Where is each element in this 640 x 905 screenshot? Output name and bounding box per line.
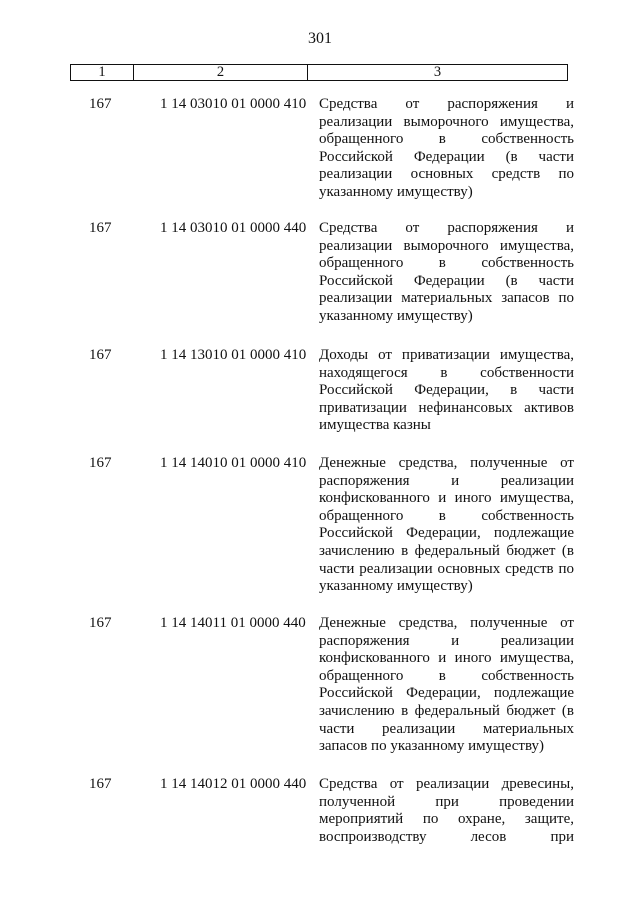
budget-classification-code: 1 14 13010 01 0000 410 <box>160 347 307 363</box>
description-line: Денежные средства, полученные от <box>319 615 574 631</box>
description-line: указанному имуществу) <box>319 183 473 200</box>
description-line: реализации выморочного имущества, <box>319 237 574 254</box>
admin-code: 167 <box>89 347 112 363</box>
table-header <box>70 64 568 81</box>
description-line: реализации материальных запасов по <box>319 290 574 307</box>
admin-code: 167 <box>89 455 112 471</box>
revenue-description <box>319 220 574 326</box>
description-line: Российской Федерации (в части <box>319 272 574 289</box>
page-number: 301 <box>308 30 332 47</box>
description-line: Средства от реализации древесины, <box>319 776 574 792</box>
admin-code: 167 <box>89 220 112 236</box>
revenue-description <box>319 347 574 435</box>
description-line: реализации выморочного имущества, <box>319 113 574 130</box>
admin-code: 167 <box>89 776 112 792</box>
admin-code: 167 <box>89 615 112 631</box>
description-line: имущества казны <box>319 417 431 434</box>
description-line: указанному имуществу) <box>319 578 473 595</box>
table-row <box>0 776 574 846</box>
budget-classification-code: 1 14 03010 01 0000 440 <box>160 220 307 236</box>
header-col-1: 1 <box>71 65 134 80</box>
description-line: конфискованного и иного имущества, <box>319 490 574 507</box>
description-line: Российской Федерации, в части <box>319 382 574 399</box>
table-row <box>0 615 574 756</box>
description-line: реализации основных средств по <box>319 166 574 183</box>
description-line: обращенного в собственность <box>319 255 574 272</box>
budget-classification-code: 1 14 14010 01 0000 410 <box>160 455 307 471</box>
description-line: зачислению в федеральный бюджет (в <box>319 702 574 719</box>
description-line: воспроизводству лесов при <box>319 828 574 845</box>
description-line: находящегося в собственности <box>319 364 574 381</box>
description-line: части реализации основных средств по <box>319 560 574 577</box>
revenue-description <box>319 455 574 596</box>
revenue-description <box>319 776 574 846</box>
description-line: обращенного в собственность <box>319 667 574 684</box>
header-col-3: 3 <box>433 64 442 80</box>
budget-classification-code: 1 14 14011 01 0000 440 <box>160 615 306 631</box>
budget-classification-code: 1 14 03010 01 0000 410 <box>160 96 307 112</box>
description-line: Доходы от приватизации имущества, <box>319 347 574 363</box>
description-line: Российской Федерации (в части <box>319 148 574 165</box>
table-row <box>0 347 574 435</box>
description-line: Средства от распоряжения и <box>319 220 574 236</box>
description-line: Денежные средства, полученные от <box>319 455 574 471</box>
header-col-2: 2 <box>134 65 308 80</box>
admin-code: 167 <box>89 96 112 112</box>
description-line: мероприятий по охране, защите, <box>319 811 574 828</box>
description-line: запасов по указанному имуществу) <box>319 738 545 755</box>
description-line: зачислению в федеральный бюджет (в <box>319 542 574 559</box>
description-line: распоряжения и реализации <box>319 472 574 489</box>
description-line: распоряжения и реализации <box>319 632 574 649</box>
description-line: конфискованного и иного имущества, <box>319 650 574 667</box>
description-line: обращенного в собственность <box>319 507 574 524</box>
revenue-description <box>319 96 574 202</box>
description-line: Средства от распоряжения и <box>319 96 574 112</box>
description-line: приватизации нефинансовых активов <box>319 399 574 416</box>
description-line: Российской Федерации, подлежащие <box>319 685 574 702</box>
description-line: части реализации материальных <box>319 720 574 737</box>
budget-classification-code: 1 14 14012 01 0000 440 <box>160 776 307 792</box>
description-line: указанному имуществу) <box>319 307 473 324</box>
table-row <box>0 96 574 202</box>
description-line: Российской Федерации, подлежащие <box>319 525 574 542</box>
description-line: полученной при проведении <box>319 793 574 810</box>
revenue-description <box>319 615 574 756</box>
description-line: обращенного в собственность <box>319 131 574 148</box>
table-row <box>0 220 574 326</box>
table-row <box>0 455 574 596</box>
